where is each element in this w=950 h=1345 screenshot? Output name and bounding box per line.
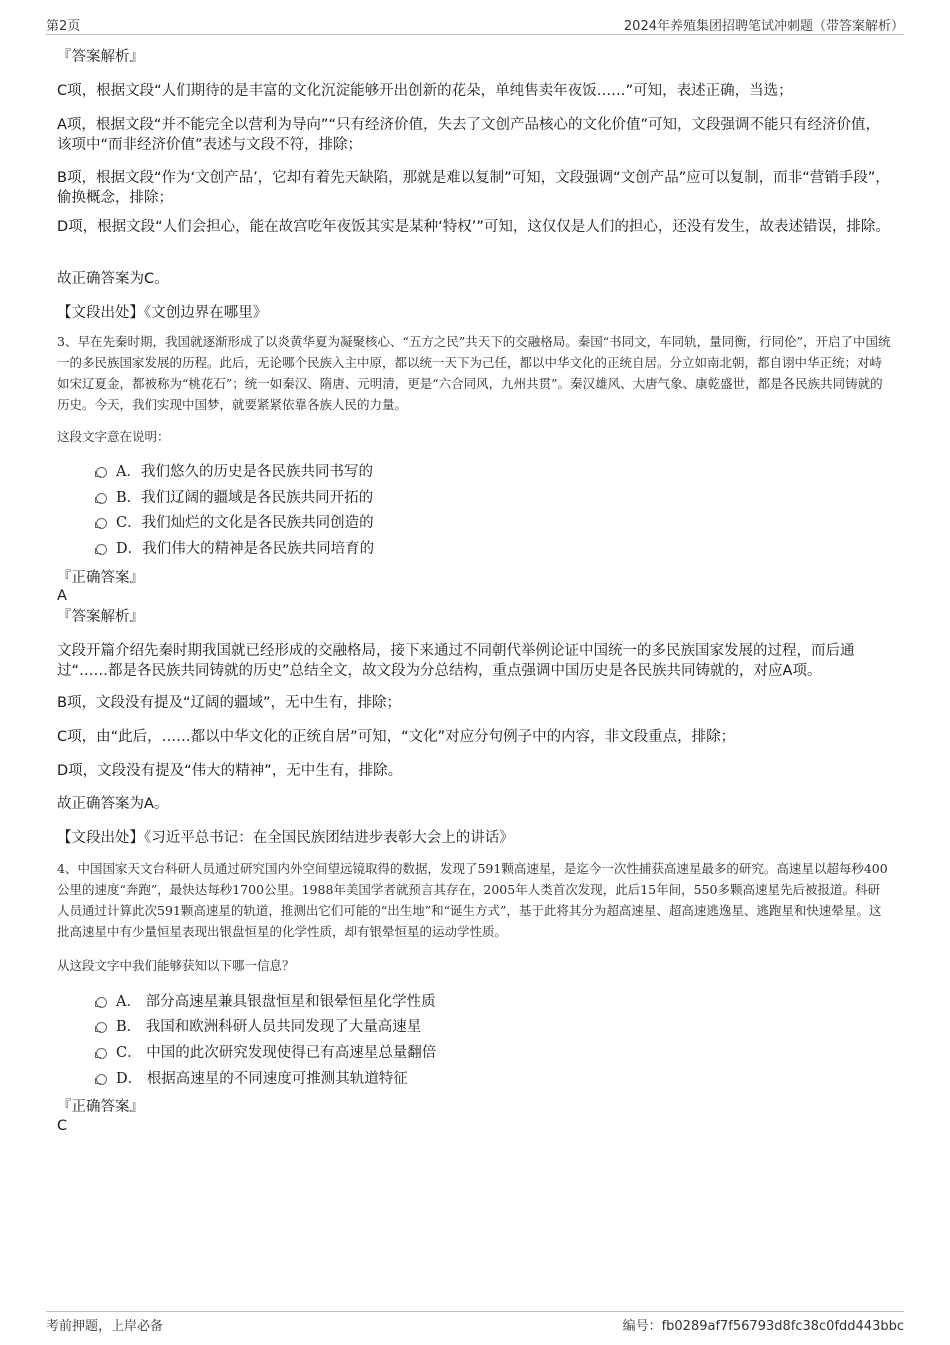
q3-conclusion: 故正确答案为A。 [57,796,169,812]
q2-source: 【文段出处】《文创边界在哪里》 [57,305,268,321]
radio-icon[interactable] [96,467,107,478]
radio-icon[interactable] [96,1022,107,1033]
q3-source: 【文段出处】《习近平总书记：在全国民族团结进步表彰大会上的讲话》 [57,830,514,846]
q3-analysis-label: 『答案解析』 [57,609,144,625]
q3-answer-label: 『正确答案』 [57,570,144,586]
q4-stem: 4、中国国家天文台科研人员通过研究国内外空间望远镜取得的数据，发现了591颗高速星，是迄今一次性捕获高速星最多的研究。高速星以超每秒400公里的速度“奔跑”，最快达每秒1700公里。1988年美国学者就预言其存在，2005年人类首次发现，此后15年间，550多颗高速星先后被报道。科研人员通过计算此次591颗高速星的轨道，推测出它们可能的“出生地”和“诞生方式”，基于此将其分为超高速星、超高速逃逸星、逃跑星和快速晕星。这批高速星中有少量恒星表现出银盘恒星的化学性质，却有银晕恒星的运动学性质。 [57,861,888,939]
page-number: 第2页 [46,19,81,34]
q3-option-b[interactable]: B．我们辽阔的疆域是各民族共同开拓的 [96,487,876,509]
q2-conclusion: 故正确答案为C。 [57,271,169,287]
q3-analysis-main: 文段开篇介绍先秦时期我国就已经形成的交融格局，接下来通过不同朝代举例论证中国统一的多民族国家发展的过程，而后通过“……都是各民族共同铸就的历史”总结全文，故文段为分总结构，重点强调中国历史是各民族共同铸就的，对应A项。 [57,643,855,679]
q3-option-d[interactable]: D．我们伟大的精神是各民族共同培育的 [96,538,876,560]
q3-answer: A [57,588,67,604]
q4-option-d[interactable]: D． 根据高速星的不同速度可推测其轨道特征 [96,1068,876,1090]
q3-analysis-c: C项，由“此后，……都以中华文化的正统自居”可知，“文化”对应分句例子中的内容，非文段重点，排除； [57,729,736,745]
q4-option-a[interactable]: A． 部分高速星兼具银盘恒星和银晕恒星化学性质 [96,991,876,1013]
q2-analysis-label: 『答案解析』 [57,49,144,65]
footer-slogan: 考前押题，上岸必备 [46,1319,164,1334]
q4-option-b[interactable]: B． 我国和欧洲科研人员共同发现了大量高速星 [96,1016,876,1038]
document-title: 2024年养殖集团招聘笔试冲刺题（带答案解析） [623,19,904,34]
radio-icon[interactable] [96,997,107,1008]
q4-question: 从这段文字中我们能够获知以下哪一信息？ [57,958,295,973]
radio-icon[interactable] [96,544,107,555]
page-footer [46,1311,904,1336]
q3-option-a[interactable]: A．我们悠久的历史是各民族共同书写的 [96,461,876,483]
q3-analysis-d: D项，文段没有提及“伟大的精神”，无中生有，排除。 [57,763,403,779]
footer-code: 编号：fb0289af7f56793d8fc38c0fdd443bbc [622,1319,904,1334]
q4-answer: C [57,1118,68,1134]
q2-analysis-line-d: D项，根据文段“人们会担心，能在故宫吃年夜饭其实是某种‘特权’”可知，这仅仅是人们的担心，还没有发生，故表述错误，排除。 [57,219,890,235]
q4-answer-label: 『正确答案』 [57,1099,144,1115]
q2-analysis-line-b: B项，根据文段“作为‘文创产品’，它却有着先天缺陷，那就是难以复制”可知，文段强调“文创产品”应可以复制，而非“营销手段”，偷换概念，排除； [57,170,890,206]
q2-analysis-line-c: C项，根据文段“人们期待的是丰富的文化沉淀能够开出创新的花朵，单纯售卖年夜饭……”可知，表述正确，当选； [57,83,793,99]
radio-icon[interactable] [96,493,107,504]
page-header [46,14,904,35]
radio-icon[interactable] [96,1074,107,1085]
radio-icon[interactable] [96,518,107,529]
q3-analysis-b: B项，文段没有提及“辽阔的疆域”，无中生有，排除； [57,695,401,711]
q3-option-c[interactable]: C．我们灿烂的文化是各民族共同创造的 [96,512,876,534]
q3-stem: 3、早在先秦时期，我国就逐渐形成了以炎黄华夏为凝聚核心、“五方之民”共天下的交融格局。秦国“书同文，车同轨，量同衡，行同伦”，开启了中国统一的多民族国家发展的历程。此后，无论哪个民族入主中原，都以统一天下为己任，都以中华文化的正统自居。分立如南北朝，都自诩中华正统；对峙如宋辽夏金，都被称为“桃花石”；统一如秦汉、隋唐、元明清，更是“六合同风，九州共贯”。秦汉雄风、大唐气象、康乾盛世，都是各民族共同铸就的历史。今天，我们实现中国梦，就要紧紧依靠各族人民的力量。 [57,334,891,412]
q4-option-c[interactable]: C． 中国的此次研究发现使得已有高速星总量翻倍 [96,1042,876,1064]
q2-analysis-line-a: A项，根据文段“并不能完全以营利为导向”“只有经济价值，失去了文创产品核心的文化价值”可知，文段强调不能只有经济价值，该项中“而非经济价值”表述与文段不符，排除； [57,117,880,153]
radio-icon[interactable] [96,1048,107,1059]
q3-question: 这段文字意在说明： [57,429,170,444]
